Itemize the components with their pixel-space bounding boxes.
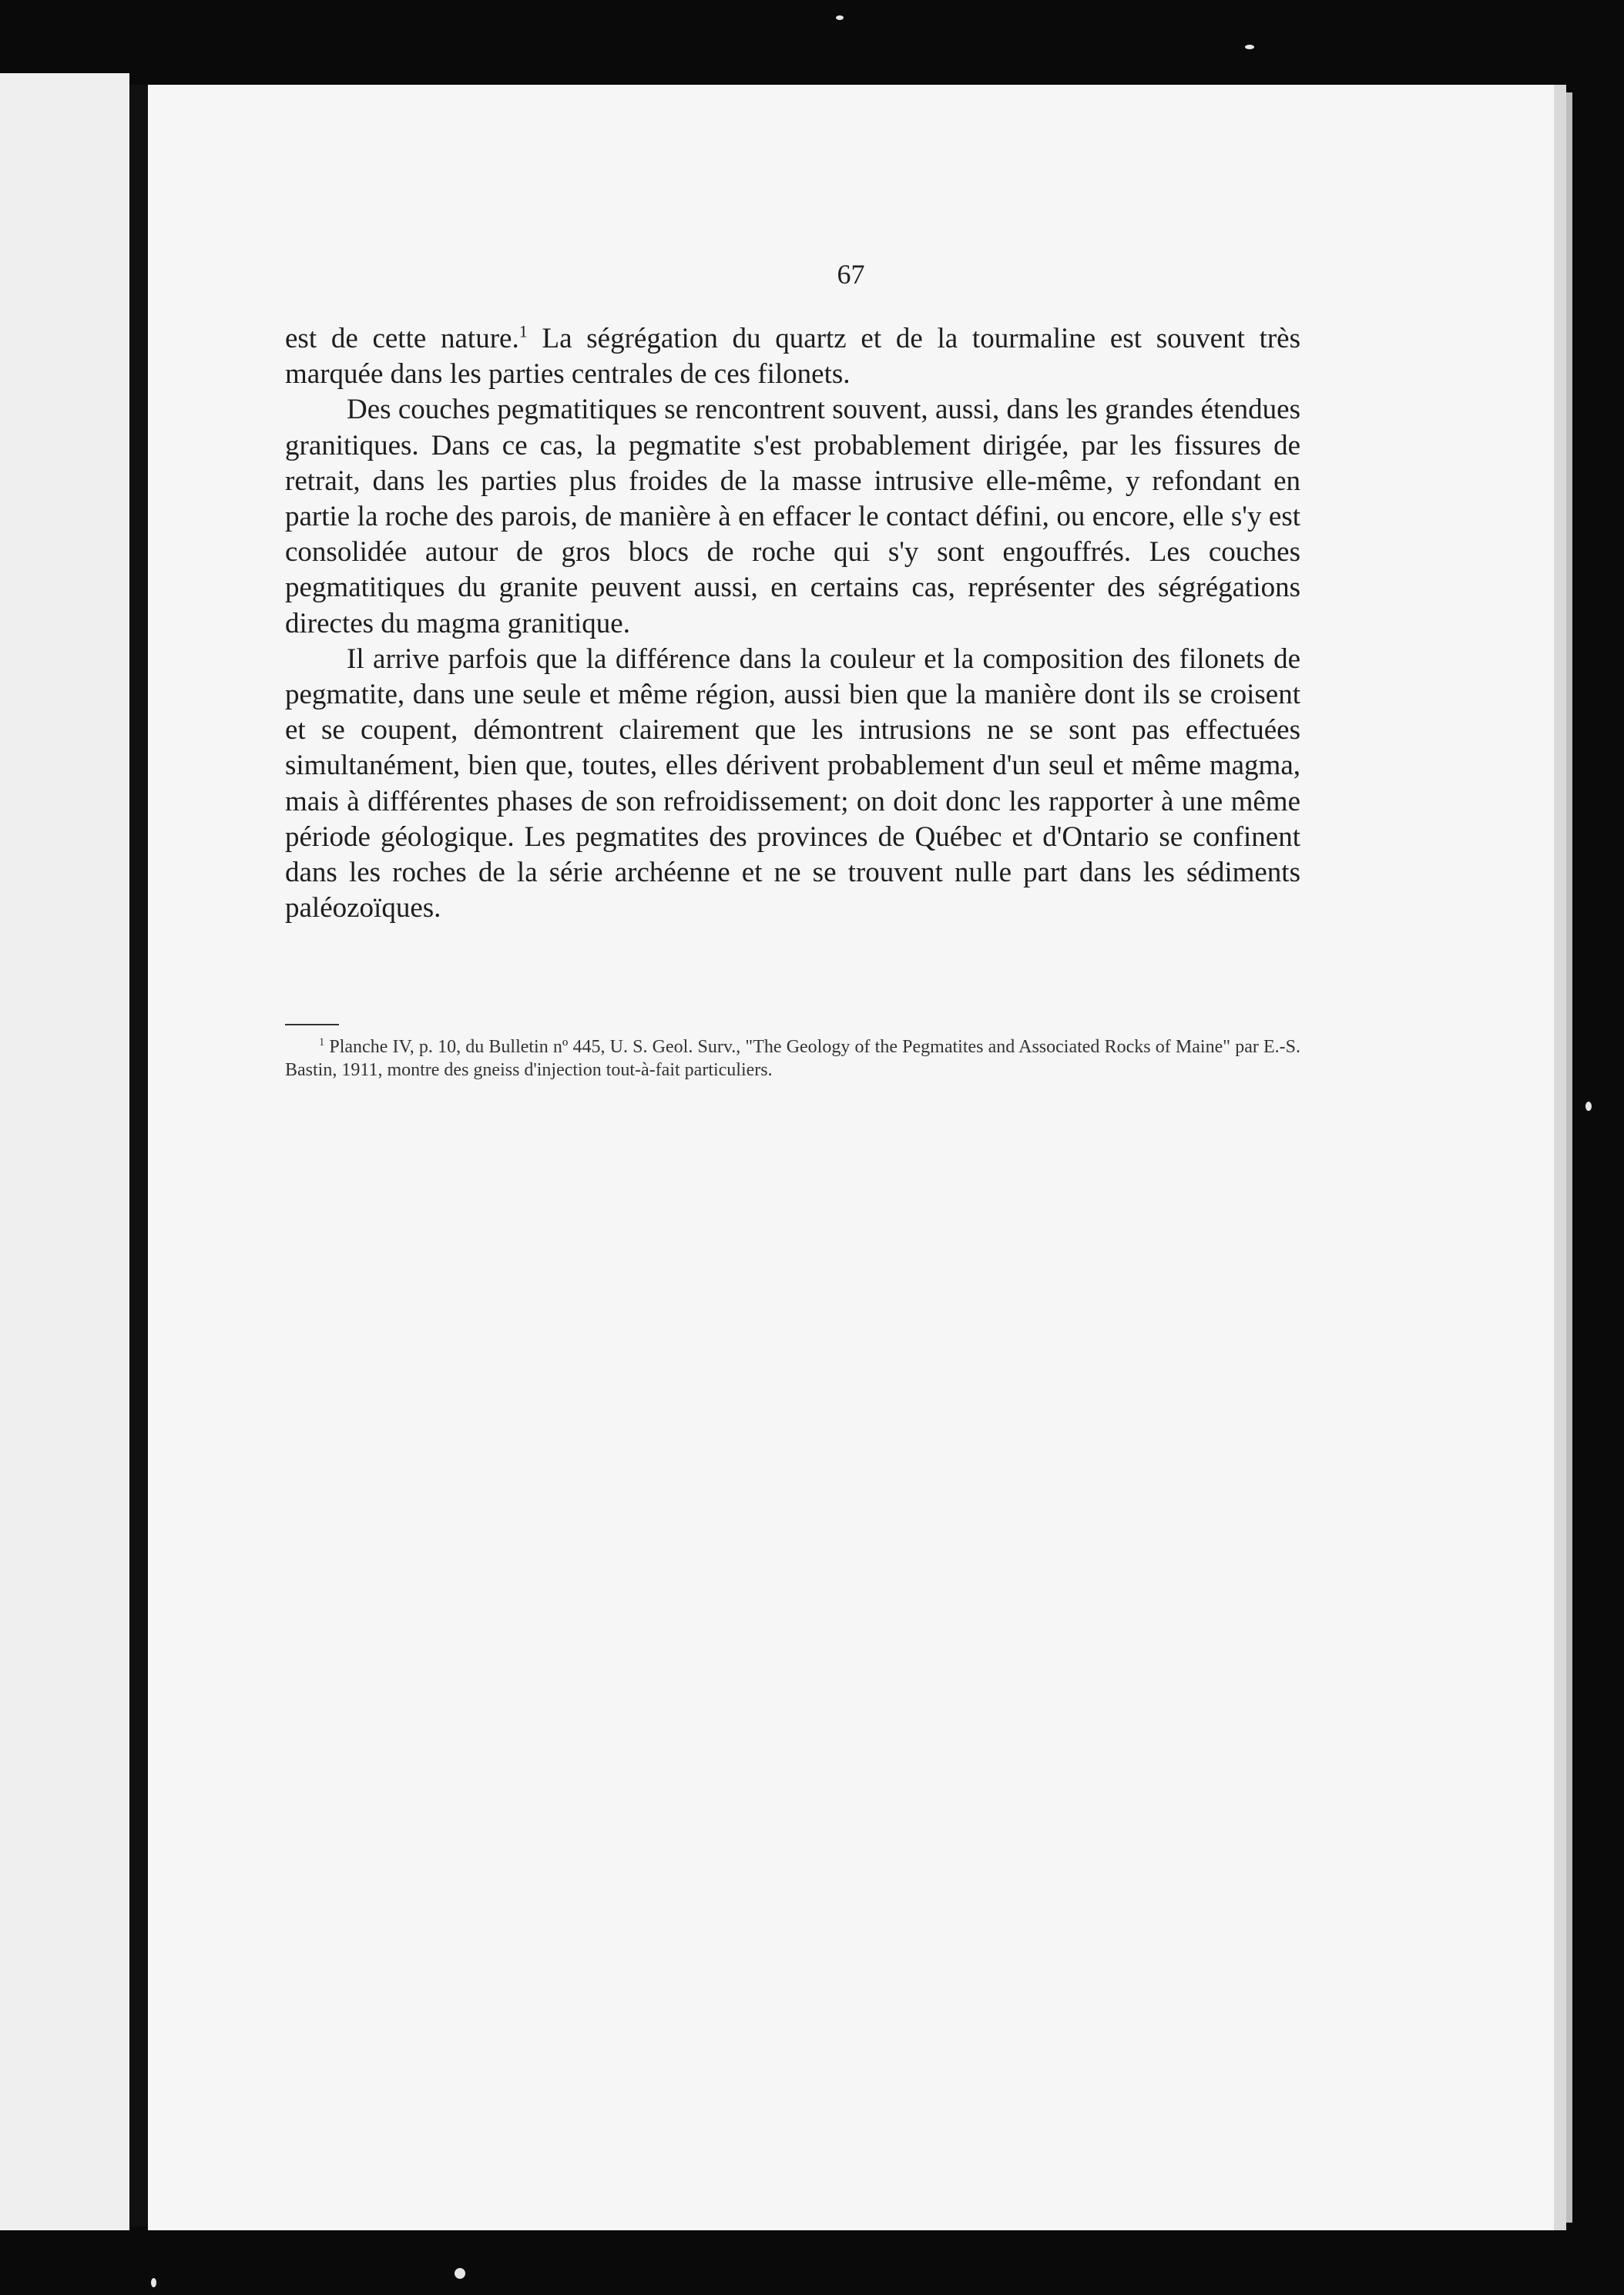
footnote-divider (285, 1024, 339, 1025)
film-speck (151, 2278, 156, 2287)
paragraph-3: Il arrive parfois que la différence dans la couleur et la composition des filonets de pegmatite, dans une seule et même région, aussi bien que la manière dont ils se croisent et se coupent, démontrent clairement que les intrusions ne se sont pas effectuées simultanément, bien que, toutes, elles dérivent probablement d'un seul et même magma, mais à différentes phases de son refroidissement; on doit donc les rapporter à une même période géologique. Les pegmatites des provinces de Québec et d'Ontario se confinent dans les roches de la série archéenne et ne se trouvent nulle part dans les sédiments paléozoïques. (285, 643, 1300, 924)
footnote-marker: 1 (319, 1036, 325, 1049)
paragraph-1 (285, 321, 1300, 392)
binding-gutter (129, 85, 148, 2226)
footnote (285, 1035, 1300, 1082)
paragraph-2: Des couches pegmatitiques se rencontrent souvent, aussi, dans les grandes étendues granitiques. Dans ce cas, la pegmatite s'est probablement dirigée, par les fissures de retrait, dans les parties plus froides de la masse intrusive elle-même, y refondant en partie la roche des parois, de manière à en effacer le contact défini, ou encore, elle s'y est consolidée autour de gros blocs de roche qui s'y sont engouffrés. Les couches pegmatitiques du granite peuvent aussi, en certains cas, représenter des ségrégations directes du magma granitique. (285, 394, 1300, 639)
film-speck (455, 2268, 465, 2279)
paragraph-1-start: est de cette nature. (285, 323, 519, 354)
film-speck (836, 15, 844, 20)
footnote-text: Planche IV, p. 10, du Bulletin nº 445, U. S. Geol. Surv., "The Geology of the Pegmatites and Associated Rocks of Maine" par E.-S. Bastin, 1911, montre des gneiss d'injection tout-à-fait particuliers. (285, 1037, 1300, 1080)
page-edge-shadow-outer (1566, 92, 1572, 2223)
document-page (148, 85, 1554, 2230)
previous-page-edge (0, 73, 129, 2230)
footnote-reference: 1 (518, 321, 528, 341)
page-number: 67 (837, 259, 865, 290)
body-text (285, 321, 1300, 926)
film-speck (1585, 1102, 1592, 1111)
paragraph-1-rest: La ségrégation du quartz et de la tourmaline est souvent très marquée dans les parties centrales de ces filonets. (285, 323, 1300, 391)
page-edge-shadow (1554, 85, 1566, 2230)
film-speck (1245, 45, 1254, 49)
